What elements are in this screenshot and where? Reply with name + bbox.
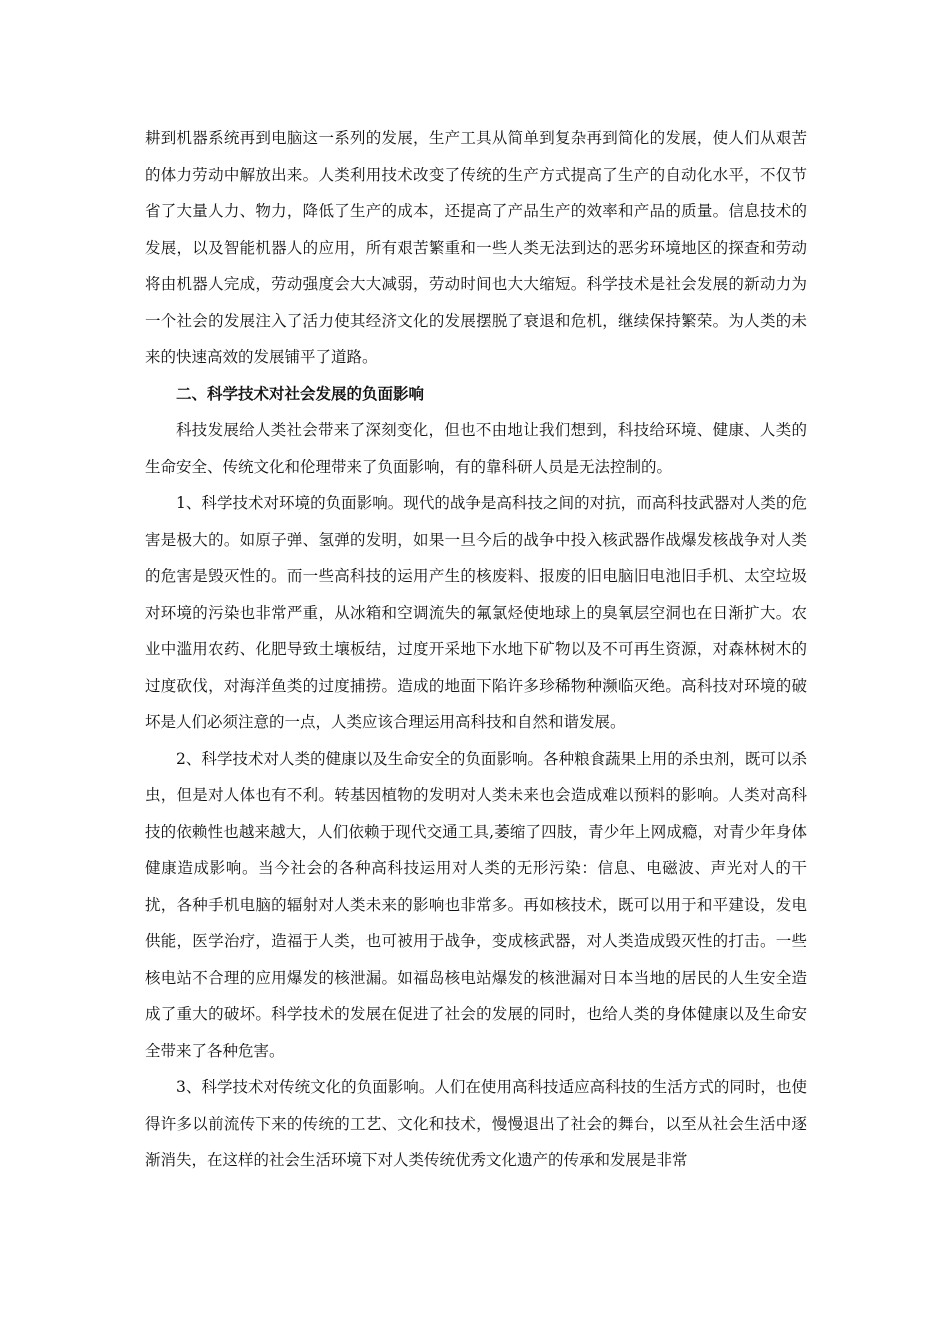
paragraph-environment: 1、科学技术对环境的负面影响。现代的战争是高科技之间的对抗，而高科技武器对人类的危害是极大的。如原子弹、氢弹的发明，如果一旦今后的战争中投入核武器作战爆发核战争对人类的危害是毁灭性的。而一些高科技的运用产生的核废料、报废的旧电脑旧电池旧手机、太空垃圾对环境的污染也非常严重，从冰箱和空调流失的氟氯烃使地球上的臭氧层空洞也在日渐扩大。农业中滥用农药、化肥导致土壤板结，过度开采地下水地下矿物以及不可再生资源，对森林树木的过度砍伐，对海洋鱼类的过度捕捞。造成的地面下陷许多珍稀物种濒临灭绝。高科技对环境的破坏是人们必须注意的一点，人类应该合理运用高科技和自然和谐发展。 xyxy=(145,494,807,731)
paragraph-culture: 3、科学技术对传统文化的负面影响。人们在使用高科技适应高科技的生活方式的同时，也使得许多以前流传下来的传统的工艺、文化和技术，慢慢退出了社会的舞台，以至从社会生活中逐渐消失，在这样的社会生活环境下对人类传统优秀文化遗产的传承和发展是非常 xyxy=(145,1078,807,1169)
section-heading: 二、科学技术对社会发展的负面影响 xyxy=(176,383,425,403)
paragraph-intro: 科技发展给人类社会带来了深刻变化，但也不由地让我们想到，科技给环境、健康、人类的生命安全、传统文化和伦理带来了负面影响，有的靠科研人员是无法控制的。 xyxy=(145,421,807,476)
paragraph-health: 2、科学技术对人类的健康以及生命安全的负面影响。各种粮食蔬果上用的杀虫剂，既可以杀虫，但是对人体也有不利。转基因植物的发明对人类未来也会造成难以预料的影响。人类对高科技的依赖性也越来越大，人们依赖于现代交通工具,萎缩了四肢，青少年上网成瘾，对青少年身体健康造成影响。当今社会的各种高科技运用对人类的无形污染：信息、电磁波、声光对人的干扰，各种手机电脑的辐射对人类未来的影响也非常多。再如核技术，既可以用于和平建设，发电供能，医学治疗，造福于人类，也可被用于战争，变成核武器，对人类造成毁灭性的打击。一些核电站不合理的应用爆发的核泄漏。如福岛核电站爆发的核泄漏对日本当地的居民的人生安全造成了重大的破坏。科学技术的发展在促进了社会的发展的同时，也给人类的身体健康以及生命安全带来了各种危害。 xyxy=(145,749,807,1060)
paragraph-continuation: 耕到机器系统再到电脑这一系列的发展，生产工具从简单到复杂再到简化的发展，使人们从艰苦的体力劳动中解放出来。人类利用技术改变了传统的生产方式提高了生产的自动化水平，不仅节省了大量人力、物力，降低了生产的成本，还提高了产品生产的效率和产品的质量。信息技术的发展，以及智能机器人的应用，所有艰苦繁重和一些人类无法到达的恶劣环境地区的探查和劳动将由机器人完成，劳动强度会大大减弱，劳动时间也大大缩短。科学技术是社会发展的新动力为一个社会的发展注入了活力使其经济文化的发展摆脱了衰退和危机，继续保持繁荣。为人类的未来的快速高效的发展铺平了道路。 xyxy=(145,129,807,366)
document-body xyxy=(145,120,807,1179)
